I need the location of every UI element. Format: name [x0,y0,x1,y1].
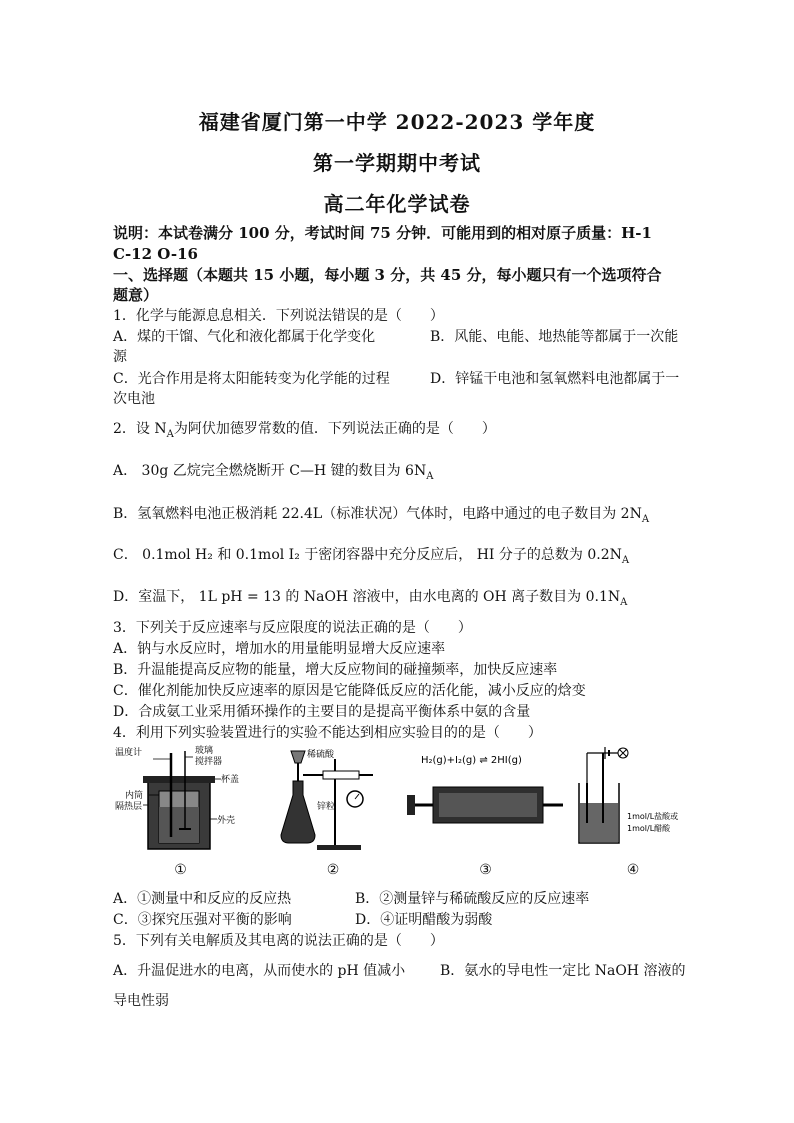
q1-stem: 1．化学与能源息息相关．下列说法错误的是（ ） [113,308,444,324]
q3-stem: 3．下列关于反应速率与反应限度的说法正确的是（ ） [113,620,472,636]
exam-title-term: 第一学期期中考试 [313,151,481,175]
q1-option-b-cont: 源 [113,349,127,365]
q5-option-b: B．氨水的导电性一定比 NaOH 溶液的 [440,963,686,979]
gas-syringe-drawing [273,743,393,853]
q3-option-b: B．升温能提高反应物的能量，增大反应物间的碰撞频率，加快反应速率 [113,662,558,678]
equation-hi-equilibrium: H₂(g)+I₂(g) ⇌ 2HI(g) [421,755,522,766]
section-heading: 一、选择题（本题共 15 小题，每小题 3 分，共 45 分，每小题只有一个选项符合 [113,266,662,284]
label-dilute-sulfuric-acid: 稀硫酸 [307,750,335,760]
figure-conductivity [573,743,693,878]
conductivity-drawing [573,743,693,853]
section-heading-cont: 题意） [113,286,159,304]
figure-gas-syringe [273,743,393,878]
q2-stem: 2．设 $N_A$为阿伏加德罗常数的值．下列说法正确的是（ ） [113,421,496,440]
label-thermometer: 温度计 [115,748,143,758]
q5-option-b-cont: 导电性弱 [113,993,169,1009]
q4-option-b: B．②测量锌与稀硫酸反应的反应速率 [355,891,590,907]
figure-1-number: ① [174,862,187,878]
q2-option-a: A． 30g 乙烷完全燃烧断开 C—H 键的数目为 $6N_A$ [113,463,434,482]
q4-option-c: C．③探究压强对平衡的影响 [113,912,292,928]
q4-option-a: A．①测量中和反应的反应热 [113,891,292,907]
exam-title-subject: 高二年化学试卷 [323,192,471,216]
label-insulation: 隔热层 [115,802,143,812]
figure-calorimeter [113,743,248,878]
label-glass: 玻璃 [195,746,214,756]
q1-option-b: B．风能、电能、地热能等都属于一次能 [430,329,679,345]
q4-apparatus-figures [113,743,693,878]
label-inner-cylinder: 内筒 [125,791,144,801]
intro-line-2: C-12 O-16 [113,245,198,263]
q1-option-a: A．煤的干馏、气化和液化都属于化学变化 [113,329,376,345]
q1-option-c: C．光合作用是将太阳能转变为化学能的过程 [113,371,390,387]
q2-option-c: C． 0.1mol H₂ 和 0.1mol I₂ 于密闭容器中充分反应后， HI 分子的总数为 $0.2N_A$ [113,547,630,566]
q3-option-a: A．钠与水反应时，增加水的用量能明显增大反应速率 [113,641,446,657]
q4-stem: 4．利用下列实验装置进行的实验不能达到相应实验目的的是（ ） [113,725,542,741]
label-zinc-granules: 锌粒 [317,802,336,812]
calorimeter-drawing [113,743,248,853]
label-lid: 杯盖 [221,775,240,785]
q5-stem: 5．下列有关电解质及其电离的说法正确的是（ ） [113,933,444,949]
figure-2-number: ② [326,862,340,878]
q3-option-c: C．催化剂能加快反应速率的原因是它能降低反应的活化能，减小反应的焓变 [113,683,586,699]
exam-title-school: 福建省厦门第一中学 2022-2023 学年度 [198,110,596,134]
label-acetic-acid: 1mol/L醋酸 [627,824,671,833]
equilibrium-syringe-drawing [403,743,568,853]
q2-option-d: D．室温下， 1L pH = 13 的 NaOH 溶液中，由水电离的 OH 离子数目为 $0.1N_A$ [113,589,628,608]
q3-option-d: D．合成氨工业采用循环操作的主要目的是提高平衡体系中氨的含量 [113,704,531,720]
figure-4-number: ④ [626,862,640,878]
q1-option-d: D．锌锰干电池和氢氧燃料电池都属于一 [430,371,680,387]
figure-pressure-equilibrium [403,743,568,878]
label-hydrochloric-acid: 1mol/L盐酸或 [627,812,679,821]
q4-option-d: D．④证明醋酸为弱酸 [355,912,493,928]
q5-option-a: A．升温促进水的电离，从而使水的 pH 值减小 [113,963,406,979]
q1-option-d-cont: 次电池 [113,391,155,407]
label-shell: 外壳 [217,816,236,826]
q2-option-b: B．氢氧燃料电池正极消耗 22.4L（标准状况）气体时，电路中通过的电子数目为 $2N_A$ [113,506,650,525]
figure-3-number: ③ [479,862,492,878]
label-stirrer: 搅拌器 [195,757,223,767]
intro-line-1: 说明：本试卷满分 100 分，考试时间 75 分钟．可能用到的相对原子质量：H-1 [113,224,652,242]
